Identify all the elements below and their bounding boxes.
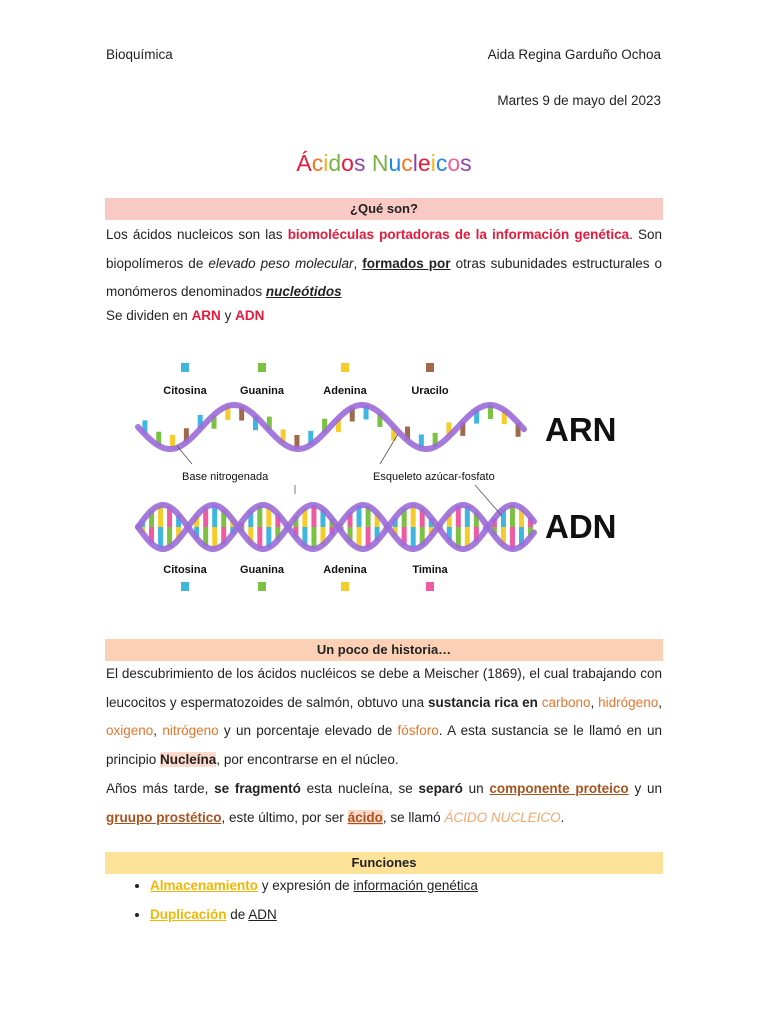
title-letter: e: [417, 150, 431, 176]
functions-list: [106, 876, 478, 934]
nucleic-acid-figure: [130, 352, 640, 602]
callout-backbone: Esqueleto azúcar-fosfato: [373, 471, 495, 483]
section-heading-que-son: ¿Qué son?: [105, 198, 663, 220]
base-pair: [411, 505, 416, 527]
document-title: [0, 150, 768, 177]
list-item: • Almacenamiento y expresión de información genética: [150, 876, 478, 896]
sugar-phosphate-backbone: [138, 405, 524, 449]
legend-label-bottom: Guanina: [239, 564, 285, 576]
legend-swatch-G: [258, 363, 266, 372]
callout-base: Base nitrogenada: [182, 471, 269, 483]
header-date: Martes 9 de mayo del 2023: [497, 93, 661, 108]
list-item: • Duplicación de ADN: [150, 905, 478, 925]
title-letter: o: [341, 150, 354, 176]
title-letter: i: [323, 150, 329, 176]
title-letter: l: [412, 150, 418, 176]
legend-swatch-A: [341, 363, 349, 372]
title-letter: Á: [296, 150, 312, 176]
callout-line-backbone: [380, 434, 398, 464]
legend-label-bottom: Citosina: [163, 564, 207, 576]
label-adn: ADN: [545, 508, 617, 545]
title-letter: s: [460, 150, 472, 176]
legend-label-bottom: Adenina: [323, 564, 367, 576]
title-letter: u: [388, 150, 402, 176]
section-heading-funciones: Funciones: [105, 852, 663, 874]
legend-label-top: Uracilo: [411, 385, 449, 397]
legend-label-top: Guanina: [239, 385, 285, 397]
legend-swatch-A: [341, 582, 349, 591]
legend-label-top: Adenina: [323, 385, 367, 397]
legend-swatch-U: [426, 363, 434, 372]
callout-line-base: [177, 446, 192, 464]
title-letter: c: [435, 150, 448, 176]
section-heading-historia: Un poco de historia…: [105, 639, 663, 661]
title-letter: c: [401, 150, 413, 176]
legend-swatch-C: [181, 363, 189, 372]
title-letter: c: [311, 150, 324, 176]
header-author: Aida Regina Garduño Ochoa: [487, 47, 661, 62]
legend-swatch-T: [426, 582, 434, 591]
legend-swatch-C: [181, 582, 189, 591]
paragraph-history: El descubrimiento de los ácidos nucléicos se debe a Meischer (1869), el cual trabajando con leucocitos y espermatozoides de salmón, obtuvo una sustancia rica en carbono, hidrógeno, oxigeno, nitrógeno y un porcentaje elevado de fósforo. A esta sustancia se le llamó en un principio Nucleína, por encontrarse en el núcleo.: [106, 666, 662, 767]
label-arn: ARN: [545, 411, 617, 448]
title-letter: i: [430, 150, 436, 176]
paragraph-types: Se dividen en ARN y ADN: [106, 308, 265, 323]
paragraph-history-2: Años más tarde, se fragmentó esta nucleína, se separó un componente proteico y un gruupo prostético, este último, por ser ácido, se llamó ÁCIDO NUCLEICO.: [106, 781, 662, 825]
base-pair: [411, 527, 416, 549]
title-letter: N: [371, 150, 389, 176]
legend-swatch-G: [258, 582, 266, 591]
title-letter: o: [447, 150, 461, 176]
paragraph-definition: Los ácidos nucleicos son las biomoléculas portadoras de la información genética. Son biopolímeros de elevado peso molecular, formados por otras subunidades estructurales o monómeros denominados nucleótidos: [106, 227, 662, 299]
title-letter: s: [353, 150, 366, 176]
legend-label-top: Citosina: [163, 385, 207, 397]
title-letter: d: [328, 150, 342, 176]
header-subject: Bioquímica: [106, 47, 173, 62]
legend-label-bottom: Timina: [412, 564, 448, 576]
